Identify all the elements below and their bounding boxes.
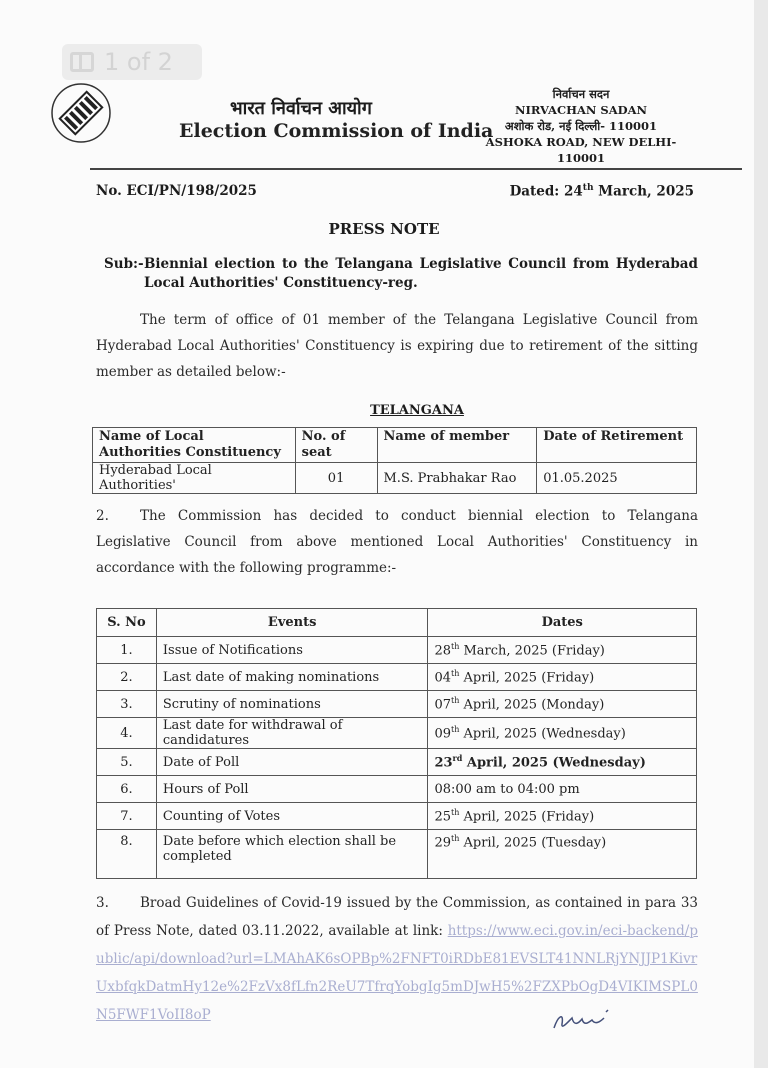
event-cell: Date of Poll xyxy=(156,749,428,776)
column-header: S. No xyxy=(97,609,157,637)
table-row xyxy=(97,830,697,879)
page-edge xyxy=(754,0,768,1068)
column-header: Name of member xyxy=(377,428,537,463)
table-cell: 01.05.2025 xyxy=(537,463,697,494)
date-cell: 04th April, 2025 (Friday) xyxy=(428,664,697,691)
event-cell: Scrutiny of nominations xyxy=(156,691,428,718)
table-row xyxy=(97,664,697,691)
column-header: Name of Local Authorities Constituency xyxy=(93,428,296,463)
sno-cell: 7. xyxy=(97,803,157,830)
page-counter-text: 1 of 2 xyxy=(104,48,173,76)
paragraph-text: Broad Guidelines of Covid-19 issued by the Commission, as contained in para 33 of Press Note, dated 03.11.2022, available at link: xyxy=(96,895,698,939)
header-hindi-title: भारत निर्वाचन आयोग xyxy=(230,98,372,119)
page-title: PRESS NOTE xyxy=(328,220,440,238)
signature xyxy=(548,1004,628,1036)
date-cell: 07th April, 2025 (Monday) xyxy=(428,691,697,718)
table-row xyxy=(97,749,697,776)
table-row xyxy=(97,803,697,830)
table-row xyxy=(97,637,697,664)
table-row xyxy=(97,776,697,803)
column-header: Events xyxy=(156,609,428,637)
date-cell: 08:00 am to 04:00 pm xyxy=(428,776,697,803)
column-header: No. of seat xyxy=(295,428,377,463)
event-cell: Counting of Votes xyxy=(156,803,428,830)
sno-cell: 3. xyxy=(97,691,157,718)
event-cell: Hours of Poll xyxy=(156,776,428,803)
page-counter xyxy=(62,44,202,80)
event-cell: Last date for withdrawal of candidatures xyxy=(156,718,428,749)
date-line: Dated: 24th March, 2025 xyxy=(509,183,694,200)
header-english-title: Election Commission of India xyxy=(179,120,494,142)
paragraph-number: 2. xyxy=(96,508,109,524)
table-cell: Hyderabad Local Authorities' xyxy=(93,463,296,494)
subject-text: Biennial election to the Telangana Legislative Council from Hyderabad Local Authorities' Constituency-reg. xyxy=(144,256,698,291)
address-line: अशोक रोड, नई दिल्ली- 110001 xyxy=(504,119,658,133)
table-row xyxy=(97,691,697,718)
paragraph-2 xyxy=(96,503,698,581)
event-cell: Last date of making nominations xyxy=(156,664,428,691)
address-line: NIRVACHAN SADAN xyxy=(514,103,648,117)
event-cell: Issue of Notifications xyxy=(156,637,428,664)
date-cell: 09th April, 2025 (Wednesday) xyxy=(428,718,697,749)
subject xyxy=(104,255,698,293)
address-line: ASHOKA ROAD, NEW DELHI-110001 xyxy=(485,135,677,165)
sno-cell: 2. xyxy=(97,664,157,691)
sno-cell: 1. xyxy=(97,637,157,664)
sno-cell: 4. xyxy=(97,718,157,749)
table-header-row xyxy=(93,428,697,463)
paragraph-1: The term of office of 01 member of the Telangana Legislative Council from Hyderabad Local Authorities' Constituency is expiring due to retirement of the sitting member as detailed below:- xyxy=(96,312,698,380)
paragraph-text: The Commission has decided to conduct biennial election to Telangana Legislative Council from above mentioned Local Authorities' Constituency in accordance with the following programme:- xyxy=(96,508,698,576)
date-cell: 25th April, 2025 (Friday) xyxy=(428,803,697,830)
date-cell: 29th April, 2025 (Tuesday) xyxy=(428,830,697,879)
sno-cell: 8. xyxy=(97,830,157,879)
address-line: निर्वाचन सदन xyxy=(552,87,610,101)
sno-cell: 5. xyxy=(97,749,157,776)
table-cell: 01 xyxy=(295,463,377,494)
column-header: Date of Retirement xyxy=(537,428,697,463)
paragraph-number: 3. xyxy=(96,895,109,911)
document-pages-icon xyxy=(70,52,94,72)
address-block xyxy=(474,86,688,166)
table-row xyxy=(93,463,697,494)
table-title: TELANGANA xyxy=(370,403,464,418)
header-rule xyxy=(90,168,742,170)
table-row xyxy=(97,718,697,749)
programme-table xyxy=(96,608,697,879)
reference-number: No. ECI/PN/198/2025 xyxy=(96,183,257,199)
date-cell: 28th March, 2025 (Friday) xyxy=(428,637,697,664)
subject-label: Sub:- xyxy=(104,256,144,272)
date-cell: 23rd April, 2025 (Wednesday) xyxy=(428,749,697,776)
retirement-table xyxy=(92,427,697,494)
column-header: Dates xyxy=(428,609,697,637)
event-cell: Date before which election shall be completed xyxy=(156,830,428,879)
guidelines-link[interactable]: https://www.eci.gov.in/eci-backend/public/api/download?url=LMAhAK6sOPBp%2FNFT0iRDbE81EVSLT41NNLRjYNJJP1KivrUxbfqkDatmHy12e%2FzVx8fLfn2ReU7TfrqYobgIg5mDJwH5%2FZXPbOgD4VIKIMSPL0N5FWF1VoII8oP xyxy=(96,923,698,1023)
table-cell: M.S. Prabhakar Rao xyxy=(377,463,537,494)
eci-logo xyxy=(50,82,112,144)
table-header-row xyxy=(97,609,697,637)
sno-cell: 6. xyxy=(97,776,157,803)
